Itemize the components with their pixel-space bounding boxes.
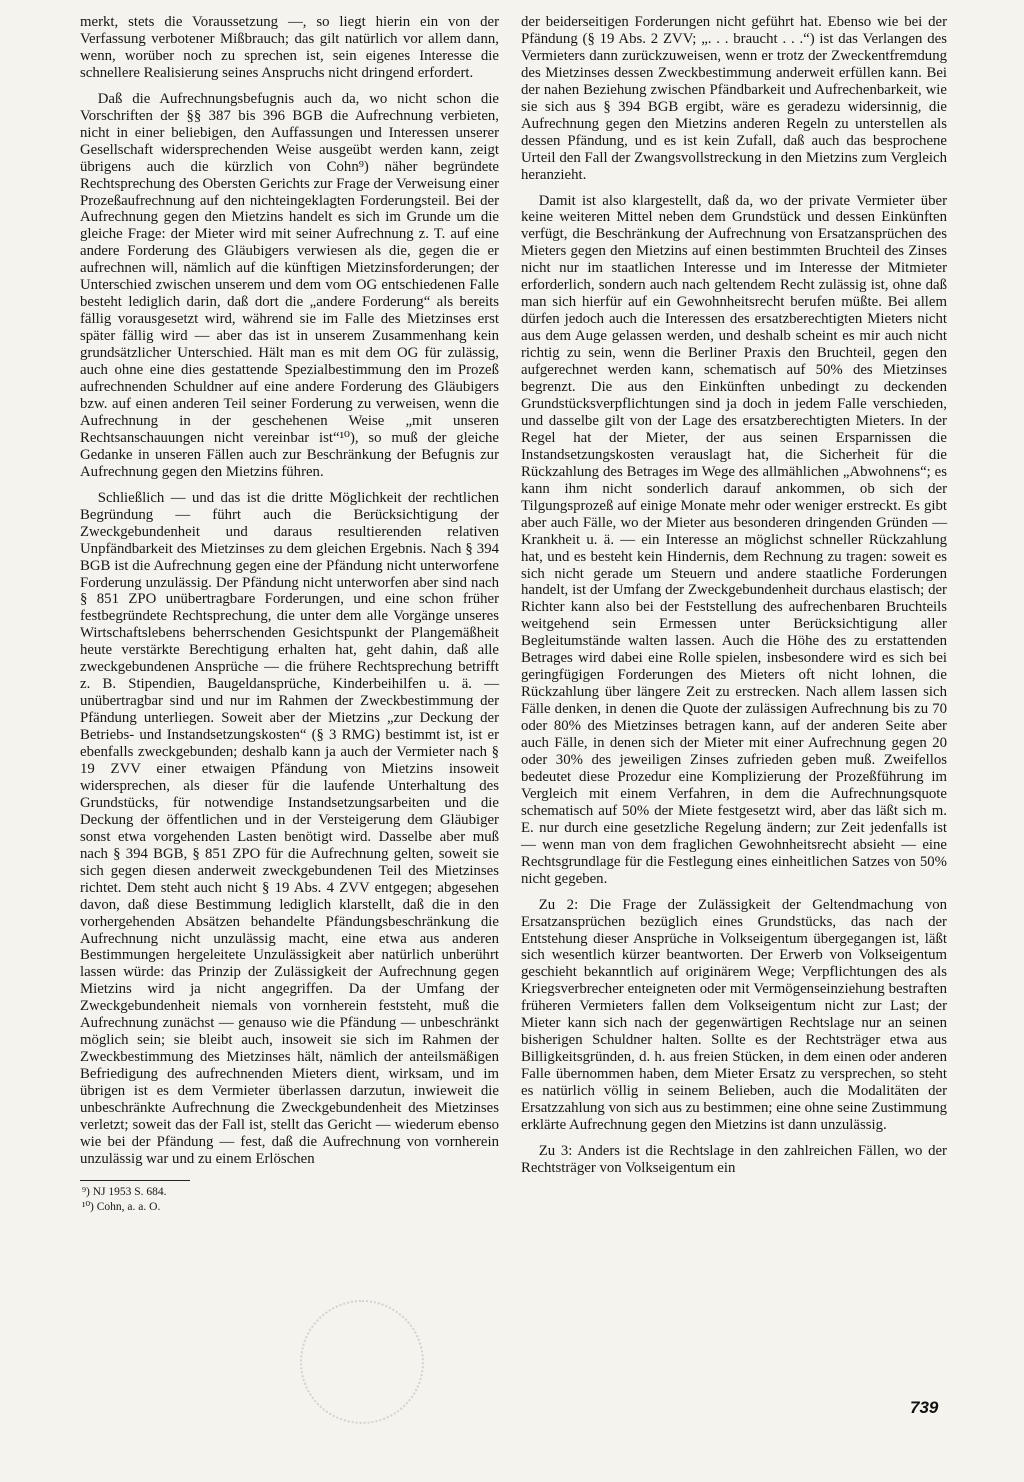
right-column [521,14,947,1186]
paragraph: Zu 2: Die Frage der Zulässigkeit der Geltendmachung von Ersatzansprüchen bezüglich eines Grundstücks, das nach der Entstehung dieser Ansprüche in Volkseigentum übergegangen ist, läßt sich wesentlich kürzer beantworten. Der Erwerb von Volkseigentum geschieht bekanntlich auf originärem Wege; Verpflichtungen des als Kriegsverbrecher enteigneten oder mit Vermögenseinziehung bestraften früheren Vermieters fallen dem Volkseigentum nicht zur Last; der Mieter kann sich nach der gegenwärtigen Rechtslage nur an seinen bisherigen Schuldner halten. Sollte es der Rechtsträger etwa aus Billigkeitsgründen, d. h. aus freien Stücken, in dem einen oder anderen Falle übernommen haben, dem Mieter Ersatz zu versprechen, so steht es natürlich völlig in seinem Belieben, auch die Modalitäten der Ersatzzahlung von sich aus zu bestimmen; eine ohne seine Zustimmung erklärte Aufrechnung gegen den Mietzins ist dann unzulässig. [521,896,947,1133]
paragraph: der beiderseitigen Forderungen nicht geführt hat. Ebenso wie bei der Pfändung (§ 19 Abs. 2 ZVV; „. . . braucht . . .“) ist das Verlangen des Vermieters dann zurückzuweisen, wenn er trotz der Zweckentfremdung des Mietzinses dessen Zweckbestimmung anderweit erfüllen kann. Bei der nahen Beziehung zwischen Pfändbarkeit und Aufrechenbarkeit, wie sie sich aus § 394 BGB ergibt, wäre es geradezu widersinnig, die Aufrechnung gegen den Mietzins anderen Regeln zu unterstellen als dessen Pfändung, und es ist kein Zufall, daß auch das besprochene Urteil den Fall der Zwangsvollstreckung in den Mietzins zum Vergleich heranzieht. [521,14,947,183]
paragraph: Zu 3: Anders ist die Rechtslage in den zahlreichen Fällen, wo der Rechtsträger von Volkseigentum ein [521,1142,947,1176]
paragraph: Daß die Aufrechnungsbefugnis auch da, wo nicht schon die Vorschriften der §§ 387 bis 396 BGB die Aufrechnung verbieten, nicht in einer beliebigen, den Auffassungen und Interessen unserer Gesellschaft widersprechenden Weise ausgeübt werden kann, zeigt übrigens auch die kürzlich von Cohn⁹) näher begründete Rechtsprechung des Obersten Gerichts zur Frage der Verweisung einer Prozeßaufrechnung auf den nichteingeklagten Forderungsteil. Bei der Aufrechnung gegen den Mietzins handelt es sich im Grunde um die gleiche Frage: der Mieter wird mit seiner Aufrechnung z. T. auf eine andere Forderung des Gläubigers verwiesen als die, gegen die er aufrechnen will, nämlich auf die künftigen Mietzinsforderungen; der Unterschied zwischen unserem und dem vom OG entschiedenen Falle besteht lediglich darin, daß dort die „andere Forderung“ als bereits fällig vorausgesetzt wird, während sie im Falle des Mietzinses erst später fällig wird — aber das ist in unserem Zusammenhang kein grundsätzlicher Unterschied. Hält man es mit dem OG für zulässig, auch ohne eine dies gestattende Spezialbestimmung den im Prozeß aufrechnenden Schuldner auf eine andere Forderung des Gläubigers bzw. auf einen anderen Teil seiner Forderung zu verweisen, wenn die Aufrechnung in der geschehenen Weise „mit unseren Rechtsanschauungen nicht vereinbar ist“¹⁰), so muß der gleiche Gedanke in unseren Fällen auch zur Beschränkung der Befugnis zur Aufrechnung gegen den Mietzins führen. [80,90,499,480]
paragraph: Damit ist also klargestellt, daß da, wo der private Vermieter über keine weiteren Mittel neben dem Grundstück und dessen Einkünften verfügt, die Beschränkung der Aufrechnung von Ersatzansprüchen des Mieters gegen den Mietzins auf einen bestimmten Bruchteil des Zinses nicht nur im staatlichen Interesse und im Interesse der Mitmieter erforderlich, sondern auch nach geltendem Recht zulässig ist, ohne daß man sich hierfür auf ein Gewohnheitsrecht berufen müßte. Bei allem dürfen jedoch auch die Interessen des ersatzberechtigten Mieters nicht aus dem Auge gelassen werden, und deshalb scheint es mir auch nicht richtig zu sein, wenn die Berliner Praxis den Bruchteil, gegen den aufgerechnet werden kann, schematisch auf 50% des Mietzinses begrenzt. Die aus den Einkünften unbedingt zu deckenden Grundstücksverpflichtungen sind ja doch in jedem Falle verschieden, und dasselbe gilt von der Lage des ersatzberechtigten Mieters. In der Regel hat der Mieter, der aus seinen Ersparnissen die Instandsetzungskosten verauslagt hat, die Sicherheit für die Rückzahlung des Betrages im Wege des allmählichen „Abwohnens“; es kann ihm nicht sonderlich darauf ankommen, ob sich der Tilgungsprozeß auf einige Monate mehr oder weniger erstreckt. Es gibt aber auch Fälle, wo der Mieter aus besonderen dringenden Gründen — Krankheit u. ä. — ein Interesse an möglichst schneller Rückzahlung hat, und es besteht kein Hindernis, dem Rechnung zu tragen: soweit es sich nicht gerade um Steuern und andere staatliche Forderungen handelt, ist der Umfang der Zweckgebundenheit durchaus elastisch; der Richter kann also bei der Feststellung des aufrechenbaren Bruchteils weitgehend sein Ermessen unter Berücksichtigung aller Begleitumstände walten lassen. Auch die Höhe des zu erstattenden Betrages wird dabei eine Rolle spielen, insbesondere wird es sich bei geringfügigen Forderungen des Mieters oft nicht lohnen, die Rückzahlung über längere Zeit zu erstrecken. Nach allem lassen sich Fälle denken, in denen die Quote der zulässigen Aufrechnung bis zu 70 oder 80% des Mietzinses betragen kann, auf der anderen Seite aber auch Fälle, in denen sich der Mieter mit einer Aufrechnung gegen 20 oder 30% des jeweiligen Zinses zufrieden geben muß. Zweifellos bedeutet diese Prozedur eine Komplizierung der Prozeßführung im Vergleich mit einem Verfahren, in dem die Aufrechnungsquote schematisch auf 50% der Miete festgesetzt wird, aber das läßt sich m. E. nur durch eine gesetzliche Regelung ändern; zur Zeit jedenfalls ist — wenn man von dem fraglichen Gewohnheitsrecht absieht — eine Rechtsgrundlage für die Festlegung eines einheitlichen Satzes von 50% nicht gegeben. [521,192,947,887]
paragraph: merkt, stets die Voraussetzung —, so liegt hierin ein von der Verfassung verbotener Mißbrauch; das gilt natürlich vor allem dann, wenn, worüber noch zu sprechen ist, sein eigenes Interesse die schnellere Realisierung seines Anspruchs nicht dringend erfordert. [80,14,499,81]
paragraph: Schließlich — und das ist die dritte Möglichkeit der rechtlichen Begründung — führt auch die Berücksichtigung der Zweckgebundenheit und daraus resultierenden relativen Unpfändbarkeit des Mietzinses zu dem gleichen Ergebnis. Nach § 394 BGB ist die Aufrechnung gegen eine der Pfändung nicht unterworfene Forderung unzulässig. Der Pfändung nicht unterworfen aber sind nach § 851 ZPO unübertragbare Forderungen, und eine schon früher festbegründete Rechtsprechung, die unter dem alle Vorgänge unseres Wirtschaftslebens beherrschenden Gesichtspunkt der Plangemäßheit heute verstärkte Berechtigung erhalten hat, geht dahin, daß alle zweckgebundenen Ansprüche — die frühere Rechtsprechung betrifft z. B. Stipendien, Baugeldansprüche, Kinderbeihilfen u. ä. — unübertragbar sind und nur im Rahmen der Zweckbestimmung der Pfändung unterliegen. Soweit aber der Mietzins „zur Deckung der Betriebs- und Instandsetzungskosten“ (§ 3 RMG) bestimmt ist, ist er ebenfalls zweckgebunden; deshalb kann ja auch der Vermieter nach § 19 ZVV einer etwaigen Pfändung von Mietzins insoweit widersprechen, als dieser für die laufende Unterhaltung des Grundstücks, für notwendige Instandsetzungsarbeiten und die Deckung der öffentlichen und in der Versteigerung dem Gläubiger sonst etwa vorgehenden Lasten benötigt wird. Dasselbe aber muß nach § 394 BGB, § 851 ZPO für die Aufrechnung gelten, soweit sie sich gegen diesen anderweit zweckgebundenen Teil des Mietzinses richtet. Dem steht auch nicht § 19 Abs. 4 ZVV entgegen; abgesehen davon, daß diese Bestimmung lediglich klarstellt, daß die in den vorhergehenden Absätzen behandelte Pfändungsbeschränkung die Aufrechnung nicht unzulässig macht, eine etwa aus anderen Bestimmungen hergeleitete Unzulässigkeit aber natürlich unberührt lassen würde: das Prinzip der Zulässigkeit der Aufrechnung gegen Mietzins wird ja nicht angegriffen. Da der Umfang der Zweckgebundenheit niemals von vornherein feststeht, muß die Aufrechnung zunächst — genauso wie die Pfändung — unbeschränkt möglich sein; sie bleibt auch, insoweit sie sich im Rahmen der Zweckbestimmung des Mietzinses hält, nämlich der anteilsmäßigen Befriedigung des aufrechnenden Mieters dient, wirksam, und im übrigen ist es dem Vermieter überlassen darzutun, inwieweit die unbeschränkte Aufrechnung die Zweckgebundenheit des Mietzinses verletzt; soweit das der Fall ist, stellt das Gericht — wiederum ebenso wie bei der Pfändung — fest, daß die Aufrechnung von vornherein unzulässig war und zu einem Erlöschen [80,489,499,1167]
library-stamp [300,1300,424,1424]
page-number: 739 [910,1398,939,1417]
footnote: ¹⁰) Cohn, a. a. O. [82,1200,161,1213]
left-column [80,14,499,1215]
footnote: ⁹) NJ 1953 S. 684. [82,1185,167,1198]
footnote-divider [80,1180,190,1181]
